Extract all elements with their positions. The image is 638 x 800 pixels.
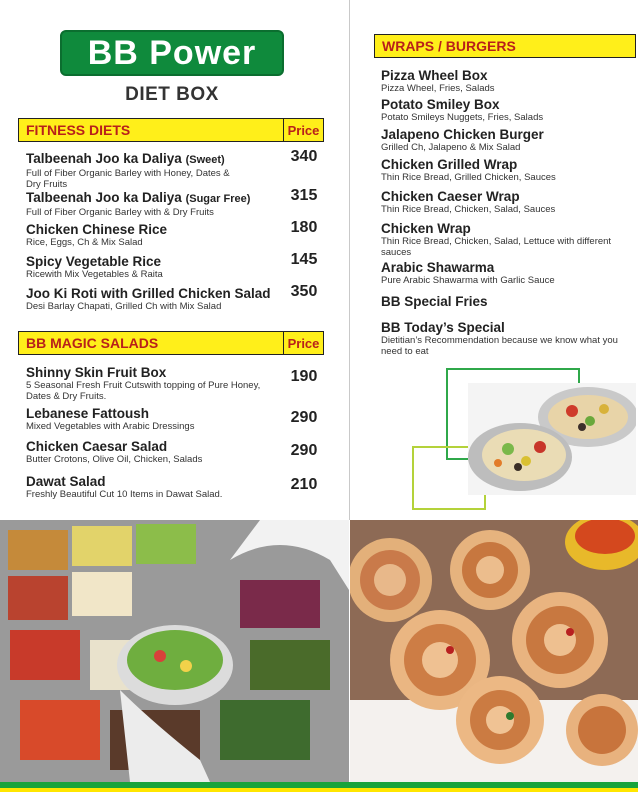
item-description: Pizza Wheel, Fries, Salads [381, 83, 495, 94]
item-name: Chicken Caesar Salad [26, 439, 168, 454]
item-note: (Sugar Free) [185, 193, 251, 205]
menu-item [381, 221, 611, 258]
magic-salads-header [18, 331, 324, 355]
item-name: Shinny Skin Fruit Box [26, 365, 167, 380]
menu-item [381, 189, 555, 215]
item-description: Thin Rice Bread, Chicken, Salad, Sauces [381, 204, 556, 215]
item-description: Ricewith Mix Vegetables & Raita [26, 269, 163, 280]
menu-item [381, 68, 495, 94]
menu-item [26, 286, 271, 312]
item-description: Grilled Ch, Jalapeno & Mix Salad [381, 142, 521, 153]
item-description-cont: Dates & Dry Fruits. [26, 391, 107, 402]
item-price: 180 [290, 219, 318, 236]
item-description: Dietitian’s Recommendation because we know what you [381, 335, 618, 346]
menu-item [26, 365, 260, 402]
item-price: 190 [290, 368, 318, 385]
item-description: Pure Arabic Shawarma with Garlic Sauce [381, 275, 555, 286]
menu-item [26, 406, 194, 432]
item-name: Chicken Wrap [381, 221, 471, 236]
item-name: Chicken Caeser Wrap [381, 189, 520, 204]
item-name: Chicken Grilled Wrap [381, 157, 518, 172]
item-name: BB Special Fries [381, 294, 488, 309]
item-name: Lebanese Fattoush [26, 406, 150, 421]
brand-name: BB Power [87, 33, 257, 72]
wraps-burgers-header [374, 34, 636, 58]
menu-item [26, 190, 250, 218]
menu-item [381, 127, 544, 153]
item-price: 210 [290, 476, 318, 493]
item-note: (Sweet) [185, 154, 225, 166]
item-name: Joo Ki Roti with Grilled Chicken Salad [26, 286, 271, 301]
menu-item [381, 260, 555, 286]
footer-yellow-stripe [0, 788, 638, 792]
item-name: Dawat Salad [26, 474, 106, 489]
menu-item [381, 97, 543, 123]
item-price: 145 [290, 251, 318, 268]
column-divider [349, 0, 350, 520]
item-description: Freshly Beautiful Cut 10 Items in Dawat Salad. [26, 489, 223, 500]
item-price: 290 [290, 409, 318, 426]
brand-logo [60, 30, 284, 76]
item-price: 290 [290, 442, 318, 459]
fitness-diets-header [18, 118, 324, 142]
item-price: 340 [290, 148, 318, 165]
item-name: Talbeenah Joo ka Daliya [26, 151, 182, 166]
menu-item [381, 294, 488, 309]
item-name: Pizza Wheel Box [381, 68, 488, 83]
item-description: Full of Fiber Organic Barley with Honey, Dates & [26, 168, 230, 179]
item-description-cont: Dry Fruits [26, 179, 68, 190]
item-name: Talbeenah Joo ka Daliya [26, 190, 182, 205]
menu-item [381, 157, 556, 183]
menu-item [26, 222, 167, 248]
price-column-label: Price [283, 119, 323, 141]
price-column-label: Price [283, 332, 323, 354]
item-name: Chicken Chinese Rice [26, 222, 168, 237]
section-title: FITNESS DIETS [26, 122, 131, 138]
menu-item [26, 474, 222, 500]
menu-item [381, 320, 618, 357]
wrap-photo [468, 383, 636, 495]
item-description: Rice, Eggs, Ch & Mix Salad [26, 237, 143, 248]
section-title: BB MAGIC SALADS [26, 335, 159, 351]
menu-item [26, 254, 163, 280]
item-price: 350 [290, 283, 318, 300]
item-name: Arabic Shawarma [381, 260, 495, 275]
salad-bar-photo [0, 520, 349, 782]
item-description: Butter Crotons, Olive Oil, Chicken, Salads [26, 454, 203, 465]
menu-item [26, 151, 230, 190]
item-name: Spicy Vegetable Rice [26, 254, 162, 269]
item-description: Desi Barlay Chapati, Grilled Ch with Mix Salad [26, 301, 222, 312]
item-price: 315 [290, 187, 318, 204]
item-description: Potato Smileys Nuggets, Fries, Salads [381, 112, 544, 123]
item-description: Mixed Vegetables with Arabic Dressings [26, 421, 195, 432]
item-description: Full of Fiber Organic Barley with & Dry Fruits [26, 207, 214, 218]
item-description: 5 Seasonal Fresh Fruit Cutswith topping of Pure Honey, [26, 380, 261, 391]
item-name: Jalapeno Chicken Burger [381, 127, 544, 142]
menu-subtitle: DIET BOX [125, 84, 219, 105]
item-description: Thin Rice Bread, Grilled Chicken, Sauces [381, 172, 556, 183]
item-description-cont: sauces [381, 247, 412, 258]
pizza-rolls-photo [350, 520, 638, 782]
menu-item [26, 439, 202, 465]
section-title: WRAPS / BURGERS [382, 38, 516, 54]
item-description: Thin Rice Bread, Chicken, Salad, Lettuce with different [381, 236, 612, 247]
item-name: BB Today’s Special [381, 320, 505, 335]
item-description-cont: need to eat [381, 346, 429, 357]
item-name: Potato Smiley Box [381, 97, 500, 112]
